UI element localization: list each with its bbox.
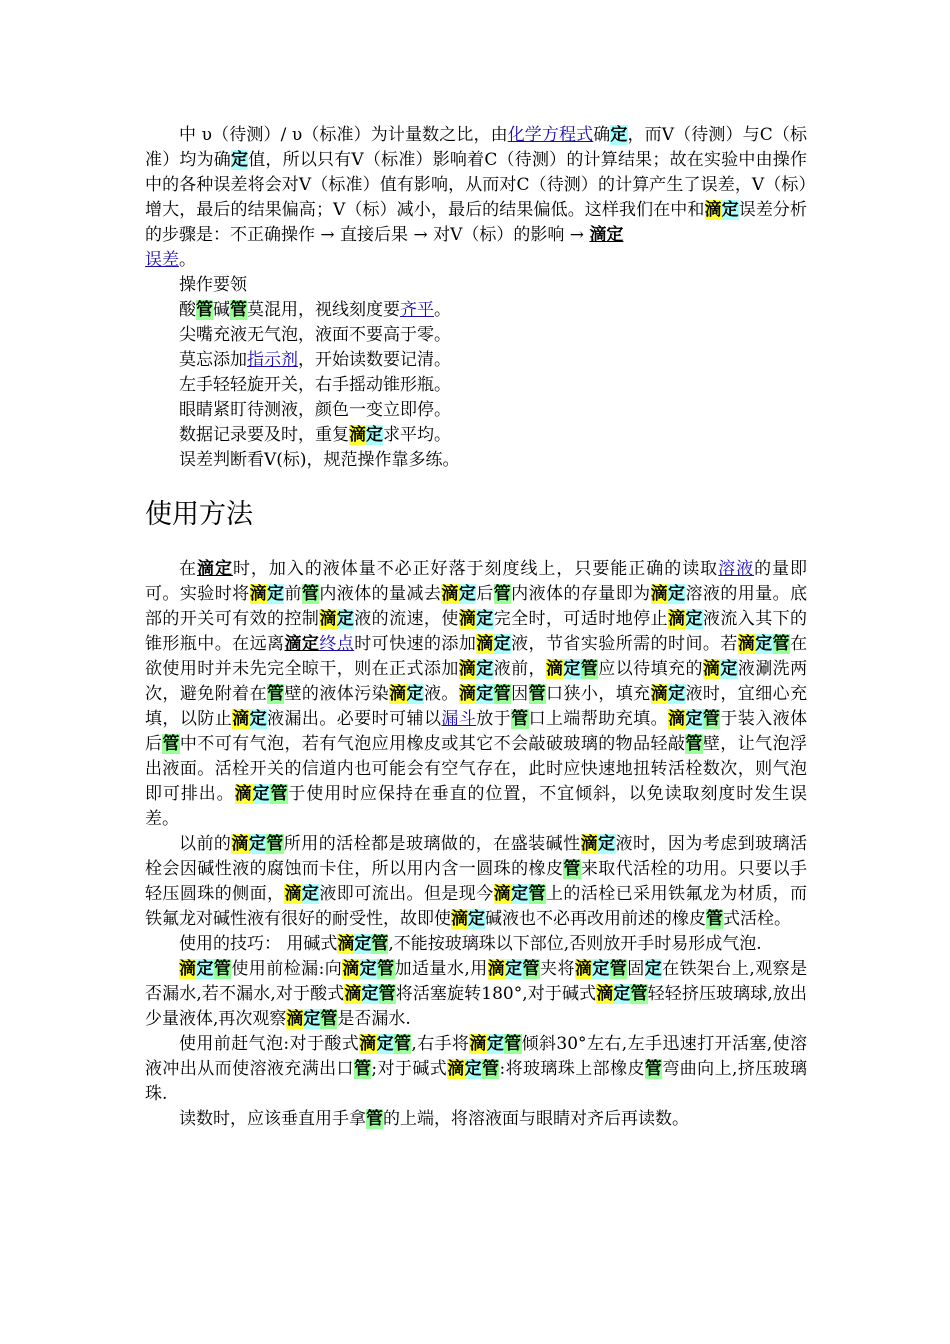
highlight-term: 管 bbox=[609, 959, 628, 979]
highlight-term: 滴 bbox=[458, 684, 477, 704]
highlight-term: 定 bbox=[476, 659, 494, 679]
highlight-term: 管 bbox=[702, 709, 721, 729]
highlight-term: 管 bbox=[580, 659, 599, 679]
text: ，而V（待测）与C（标准）均为确 bbox=[145, 125, 807, 170]
text: 在欲使用时并未先完全晾干，则在正式添加 bbox=[145, 634, 808, 679]
text: :将玻璃珠上部橡皮 bbox=[499, 1059, 645, 1079]
text: 于使用时应保持在垂直的位置，不宜倾斜，以免读取刻度时发生误差。 bbox=[145, 784, 808, 829]
rhyme-line-2: 尖嘴充液无气泡，液面不要高于零。 bbox=[179, 325, 451, 345]
highlight-term: 滴 bbox=[359, 1034, 377, 1054]
text: 莫忘添加 bbox=[179, 350, 247, 370]
text: 应以待填充的 bbox=[598, 659, 703, 679]
text: 液时，宜细心充填，以防止 bbox=[145, 684, 808, 729]
highlight-term: 滴 bbox=[702, 659, 721, 679]
paragraph-leak-check bbox=[145, 957, 807, 1032]
text: 读数时，应该垂直用手拿 bbox=[179, 1109, 366, 1129]
highlight-term: 管 bbox=[366, 1109, 383, 1129]
highlight-term: 滴 bbox=[284, 884, 302, 904]
highlight-term: 管 bbox=[162, 734, 180, 754]
text: 固 bbox=[627, 959, 645, 979]
highlight-term: 定 bbox=[486, 1034, 505, 1054]
text: 口上端帮助充填。 bbox=[528, 709, 669, 729]
highlight-term: 滴 bbox=[668, 709, 686, 729]
highlight-term: 滴 bbox=[487, 959, 506, 979]
highlight-term: 滴 bbox=[668, 609, 686, 629]
highlight-term: 管 bbox=[378, 984, 396, 1004]
paragraph-usage-tips bbox=[145, 932, 807, 957]
text: 于装入液体后 bbox=[145, 709, 808, 754]
text: 以前的 bbox=[179, 834, 232, 854]
highlight-term: 定 bbox=[354, 934, 372, 954]
text: 液时，因为考虑到玻璃活栓会因碱性液的腐蚀而卡住，所以用内含一圆珠的橡皮 bbox=[145, 834, 808, 879]
text: 前 bbox=[284, 584, 302, 604]
text: 夹将 bbox=[540, 959, 575, 979]
text: 因 bbox=[511, 684, 529, 704]
text: 使用的技巧： 用碱式 bbox=[179, 934, 338, 954]
text: 内液体的量减去 bbox=[319, 584, 442, 604]
highlight-term: 定 bbox=[511, 884, 529, 904]
highlight-term: 定 bbox=[458, 584, 477, 604]
subheading-operation-key-points: 操作要领 bbox=[179, 275, 247, 295]
text: 液前， bbox=[493, 659, 546, 679]
text: 液即可流出。但是现今 bbox=[319, 884, 494, 904]
text: 来取代活栓的功用。只要以手轻压圆珠的侧面， bbox=[145, 859, 808, 904]
text: 的上端，将溶液面与眼睛对齐后再读数。 bbox=[383, 1109, 689, 1129]
highlight-term: 定 bbox=[685, 609, 703, 629]
highlight-term: 滴 bbox=[232, 709, 250, 729]
text: 液流入其下的锥形瓶中。在远离 bbox=[145, 609, 808, 654]
rhyme-line-4: 左手轻轻旋开关，右手摇动锥形瓶。 bbox=[179, 375, 451, 395]
highlight-term: 滴 bbox=[650, 684, 669, 704]
highlight-term: 管 bbox=[320, 1009, 338, 1029]
highlight-term: 管 bbox=[504, 1034, 522, 1054]
highlight-term: 定 bbox=[301, 884, 320, 904]
highlight-term: 定 bbox=[366, 425, 383, 445]
highlight-term: 滴 bbox=[574, 959, 593, 979]
highlight-term: 滴 bbox=[493, 884, 512, 904]
highlight-term: 管 bbox=[528, 884, 546, 904]
rhyme-line-1 bbox=[145, 298, 807, 323]
highlight-term: 定 bbox=[476, 684, 494, 704]
paragraph-usage-1 bbox=[145, 557, 807, 832]
text: 液，节省实验所需的时间。若 bbox=[511, 634, 738, 654]
highlight-term: 定 bbox=[493, 634, 512, 654]
text: 弯曲向上,挤压玻璃珠. bbox=[145, 1059, 808, 1104]
text: 轻轻挤压玻璃球,放出少量液体,再次观察 bbox=[145, 984, 808, 1029]
highlight-term: 管 bbox=[371, 934, 389, 954]
text: 加适量水,用 bbox=[394, 959, 488, 979]
highlight-term: 管 bbox=[563, 859, 581, 879]
text: 碱液也不必再改用前述的橡皮 bbox=[485, 909, 706, 929]
text: 使用前检漏:向 bbox=[231, 959, 343, 979]
text: 莫混用，视线刻度要 bbox=[247, 300, 400, 320]
highlight-term: 定 bbox=[267, 584, 285, 604]
text: ,不能按玻璃珠以下部位,否则放开手时易形成气泡. bbox=[388, 934, 762, 954]
highlight-term: 定 bbox=[248, 834, 267, 854]
link-solution[interactable]: 溶液 bbox=[718, 559, 755, 579]
underlined-term: 滴定 bbox=[284, 634, 320, 654]
paragraph-usage-2 bbox=[145, 832, 807, 932]
highlight-term: 管 bbox=[630, 984, 648, 1004]
highlight-term: 滴 bbox=[319, 609, 337, 629]
text: 内液体的存量即为 bbox=[511, 584, 651, 604]
text: 后 bbox=[476, 584, 494, 604]
highlight-term: 管 bbox=[393, 1034, 412, 1054]
highlight-term: 管 bbox=[528, 684, 547, 704]
link-chemical-equation[interactable]: 化学方程式 bbox=[507, 125, 594, 145]
text: 确 bbox=[593, 125, 611, 145]
underlined-term: 滴定 bbox=[196, 559, 233, 579]
text: 使用前赶气泡:对于酸式 bbox=[179, 1034, 360, 1054]
highlight-term: 定 bbox=[231, 150, 249, 170]
highlight-term: 滴 bbox=[737, 634, 756, 654]
highlight-term: 管 bbox=[493, 684, 512, 704]
text: 。 bbox=[179, 250, 196, 270]
highlight-term: 定 bbox=[361, 984, 379, 1004]
highlight-term: 管 bbox=[230, 300, 247, 320]
link-funnel[interactable]: 漏斗 bbox=[441, 709, 477, 729]
highlight-term: 滴 bbox=[451, 909, 468, 929]
highlight-term: 滴 bbox=[249, 584, 268, 604]
text: 时可快速的添加 bbox=[354, 634, 477, 654]
highlight-term: 定 bbox=[249, 709, 268, 729]
text: ，开始读数要记清。 bbox=[298, 350, 451, 370]
text: 放于 bbox=[476, 709, 512, 729]
text: 误差分析的步骤是：不正确操作 → 直接后果 → 对V（标）的影响 → bbox=[145, 200, 808, 245]
highlight-term: 管 bbox=[377, 959, 395, 979]
highlight-term: 滴 bbox=[458, 659, 477, 679]
highlight-term: 滴 bbox=[231, 834, 249, 854]
rhyme-line-6 bbox=[145, 423, 807, 448]
highlight-term: 定 bbox=[464, 1059, 483, 1079]
highlight-term: 定 bbox=[376, 1034, 394, 1054]
highlight-term: 滴 bbox=[344, 984, 362, 1004]
highlight-term: 定 bbox=[644, 959, 663, 979]
text: 中不可有气泡，若有气泡应用橡皮或其它不会敲破玻璃的物品轻敲 bbox=[179, 734, 686, 754]
highlight-term: 滴 bbox=[337, 934, 355, 954]
highlight-term: 滴 bbox=[469, 1034, 487, 1054]
highlight-term: 定 bbox=[196, 959, 214, 979]
highlight-term: 管 bbox=[353, 1059, 372, 1079]
text: 时，加入的液体量不必正好落于刻度线上，只要能正确的读取 bbox=[232, 559, 719, 579]
document-content bbox=[145, 123, 807, 1132]
rhyme-line-3 bbox=[145, 348, 807, 373]
highlight-term: 滴 bbox=[342, 959, 360, 979]
text: 上的活栓已采用铁氟龙为材质，而铁氟龙对碱性液有很好的耐受性，故即使 bbox=[145, 884, 808, 929]
highlight-term: 定 bbox=[359, 959, 378, 979]
text: 口狭小，填充 bbox=[546, 684, 651, 704]
highlight-term: 管 bbox=[301, 584, 320, 604]
text: 倾斜30°左右,左手迅速打开活塞,使溶液冲出从而使溶液充满出口 bbox=[145, 1034, 808, 1079]
link-endpoint[interactable]: 终点 bbox=[319, 634, 355, 654]
highlight-term: 滴 bbox=[179, 959, 197, 979]
text: ;对于碱式 bbox=[371, 1059, 448, 1079]
link-indicator[interactable]: 指示剂 bbox=[247, 350, 298, 370]
paragraph-remove-bubbles bbox=[145, 1032, 807, 1107]
highlight-term: 管 bbox=[267, 684, 285, 704]
highlight-term: 管 bbox=[270, 784, 289, 804]
highlight-term: 滴 bbox=[389, 684, 407, 704]
highlight-term: 滴 bbox=[704, 200, 722, 220]
highlight-term: 定 bbox=[303, 1009, 321, 1029]
text: 值，所以只有V（标准）影响着C（待测）的计算结果；故在实验中由操作中的各种误差将会对V（标准）值有影响，从而对C（待测）的计算产生了误差，V（标）增大，最后的结果偏高；V（标）减小，最后的结果偏低。这样我们在中和 bbox=[145, 150, 807, 220]
highlight-term: 定 bbox=[720, 659, 738, 679]
highlight-term: 滴 bbox=[650, 584, 669, 604]
rhyme-line-7: 误差判断看V(标)，规范操作靠多练。 bbox=[179, 450, 460, 470]
highlight-term: 滴 bbox=[458, 609, 477, 629]
highlight-term: 滴 bbox=[349, 425, 366, 445]
text: 碱 bbox=[213, 300, 230, 320]
highlight-term: 定 bbox=[592, 959, 610, 979]
highlight-term: 定 bbox=[610, 125, 628, 145]
highlight-term: 管 bbox=[482, 1059, 500, 1079]
text: ,右手将 bbox=[411, 1034, 470, 1054]
highlight-term: 管 bbox=[522, 959, 540, 979]
paragraph-reading bbox=[145, 1107, 807, 1132]
underlined-term: 滴定 bbox=[589, 225, 624, 245]
section-title-usage: 使用方法 bbox=[145, 499, 253, 530]
text: 液漏出。必要时可辅以 bbox=[267, 709, 442, 729]
highlight-term: 滴 bbox=[580, 834, 599, 854]
highlight-term: 管 bbox=[266, 834, 284, 854]
text: 壁的液体污染 bbox=[284, 684, 390, 704]
text: 完全时，可适时地停止 bbox=[493, 609, 669, 629]
highlight-term: 管 bbox=[772, 634, 791, 654]
highlight-term: 定 bbox=[252, 784, 271, 804]
highlight-term: 滴 bbox=[447, 1059, 465, 1079]
text: 液的流速，使 bbox=[354, 609, 459, 629]
highlight-term: 滴 bbox=[545, 659, 564, 679]
highlight-term: 定 bbox=[685, 709, 703, 729]
text: 液涮洗两次，避免附着在 bbox=[145, 659, 808, 704]
text: 所用的活栓都是玻璃做的，在盛装碱性 bbox=[283, 834, 581, 854]
text: 酸 bbox=[179, 300, 196, 320]
rhyme-line-5: 眼睛紧盯待测液，颜色一变立即停。 bbox=[179, 400, 451, 420]
highlight-term: 定 bbox=[406, 684, 424, 704]
highlight-term: 滴 bbox=[476, 634, 494, 654]
highlight-term: 滴 bbox=[286, 1009, 304, 1029]
highlight-term: 定 bbox=[563, 659, 581, 679]
highlight-term: 管 bbox=[706, 909, 723, 929]
highlight-term: 定 bbox=[668, 684, 686, 704]
highlight-term: 管 bbox=[493, 584, 512, 604]
highlight-term: 定 bbox=[468, 909, 485, 929]
highlight-term: 定 bbox=[476, 609, 494, 629]
text: 的量即可。实验时将 bbox=[145, 559, 808, 604]
highlight-term: 管 bbox=[196, 300, 213, 320]
highlight-term: 管 bbox=[213, 959, 232, 979]
text: 求平均。 bbox=[383, 425, 451, 445]
highlight-term: 管 bbox=[644, 1059, 663, 1079]
text: 在 bbox=[179, 559, 197, 579]
highlight-term: 管 bbox=[685, 734, 703, 754]
highlight-term: 定 bbox=[721, 200, 739, 220]
text: 数据记录要及时，重复 bbox=[179, 425, 349, 445]
paragraph-error-analysis bbox=[145, 123, 807, 273]
text: 液。 bbox=[423, 684, 459, 704]
text: 是否漏水. bbox=[337, 1009, 411, 1029]
text: 中 υ（待测）/ υ（标准）为计量数之比，由 bbox=[179, 125, 508, 145]
text: 在铁架台上,观察是否漏水,若不漏水,对于酸式 bbox=[145, 959, 808, 1004]
text: 溶液的用量。底部的开关可有效的控制 bbox=[145, 584, 808, 629]
text: 将活塞旋转180°,对于碱式 bbox=[395, 984, 597, 1004]
highlight-term: 定 bbox=[668, 584, 686, 604]
highlight-term: 定 bbox=[505, 959, 523, 979]
highlight-term: 定 bbox=[613, 984, 631, 1004]
highlight-term: 定 bbox=[755, 634, 773, 654]
highlight-term: 滴 bbox=[234, 784, 253, 804]
link-error[interactable]: 误差 bbox=[145, 250, 179, 270]
highlight-term: 定 bbox=[336, 609, 355, 629]
text: 。 bbox=[434, 300, 451, 320]
text: 壁，让气泡浮出液面。活栓开关的信道内也可能会有空气存在，此时应快速地扭转活栓数次，则气泡即可排出。 bbox=[145, 734, 808, 804]
highlight-term: 滴 bbox=[596, 984, 614, 1004]
highlight-term: 滴 bbox=[441, 584, 459, 604]
text: 式活栓。 bbox=[723, 909, 791, 929]
highlight-term: 管 bbox=[511, 709, 529, 729]
link-level[interactable]: 齐平 bbox=[400, 300, 434, 320]
highlight-term: 定 bbox=[598, 834, 616, 854]
